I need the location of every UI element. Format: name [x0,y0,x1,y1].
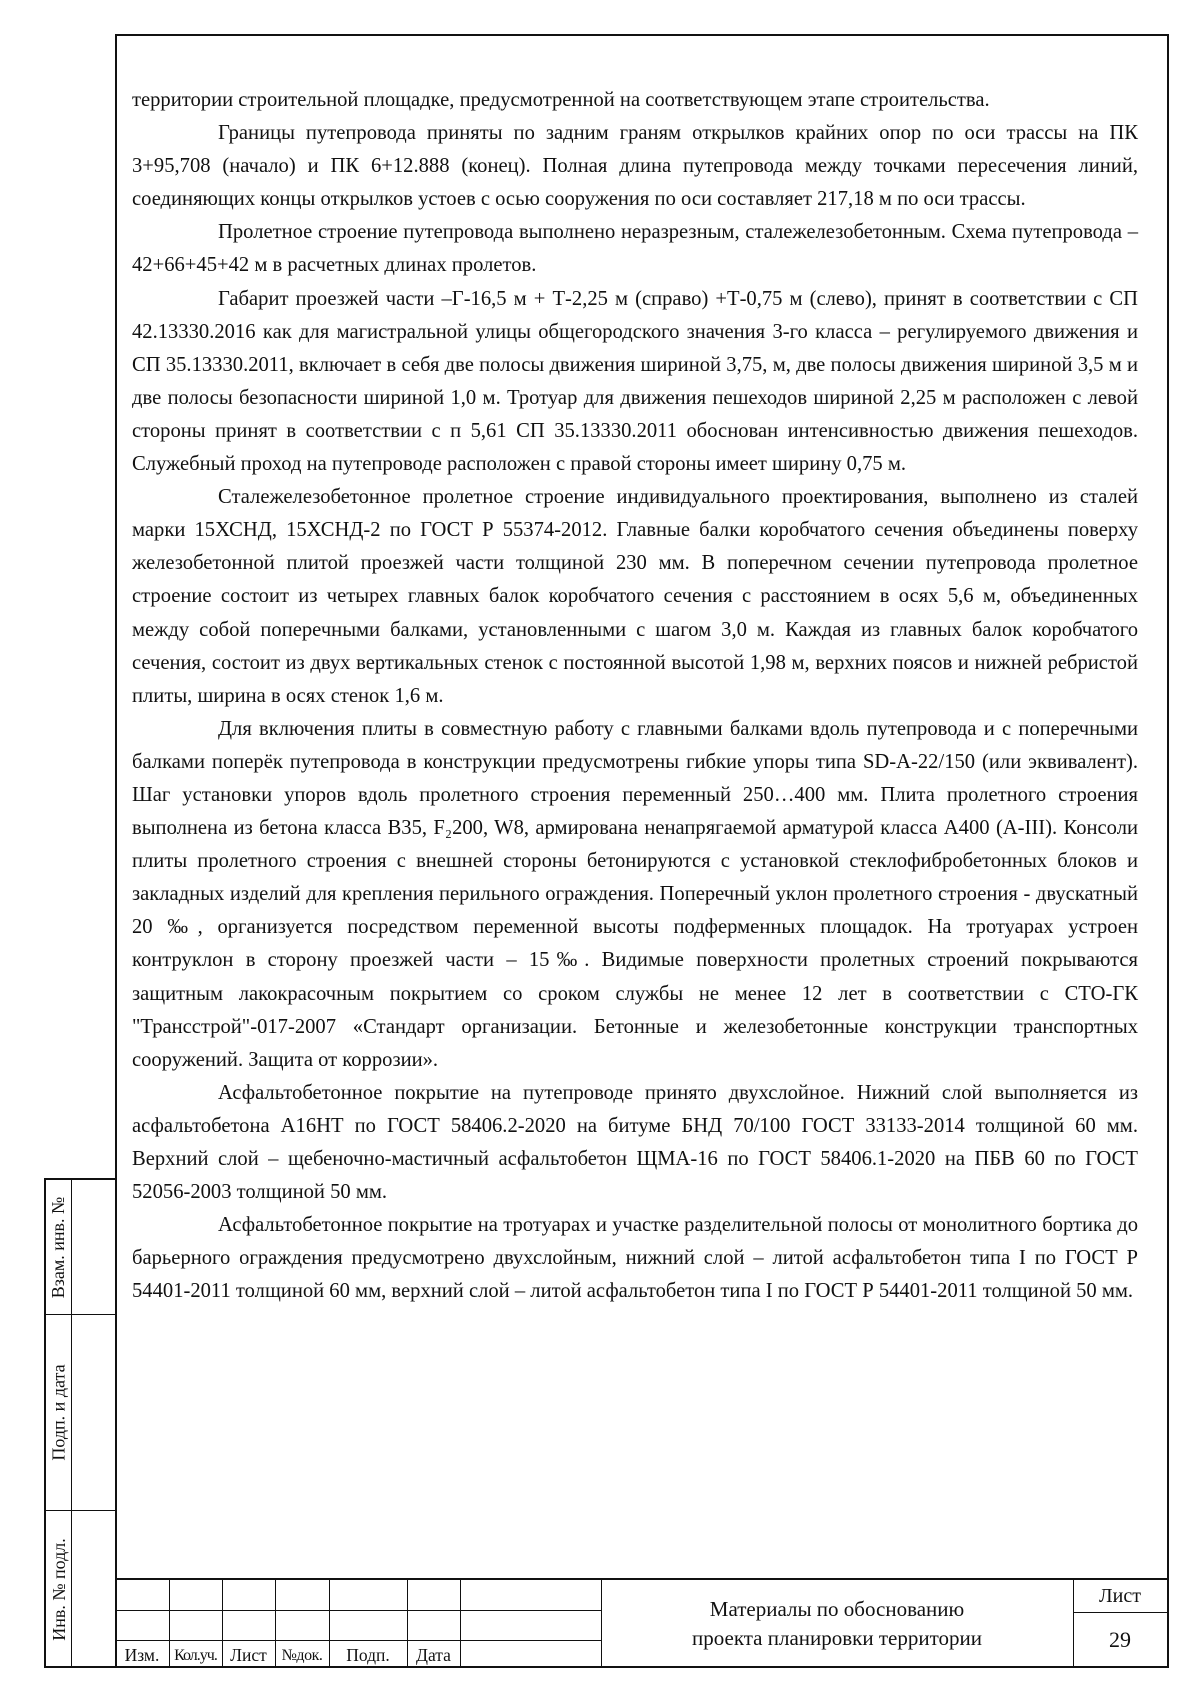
paragraph-8: Асфальтобетонное покрытие на тротуарах и участке разделительной полосы от монолитного бортика до барьерного ограждения предусмотрено двухслойным, нижний слой – литой асфальтобетон типа I по ГОСТ Р 54401-2011 толщиной 60 мм, верхний слой – литой асфальтобетон типа I по ГОСТ Р 54401-2011 толщиной 50 мм. [132,1214,1138,1303]
document-title [601,1580,1073,1668]
document-body [132,84,1138,1308]
tb-header-list: Лист [230,1645,267,1665]
tb-header-izm: Изм. [124,1645,160,1665]
paragraph-7: Асфальтобетонное покрытие на путепроводе принято двухслойное. Нижний слой выполняется из асфальтобетона А16НТ по ГОСТ 58406.2-2020 на битуме БНД 70/100 ГОСТ 33133-2014 толщиной 60 мм. Верхний слой – щебеночно-мастичный асфальтобетон ЩМА-16 по ГОСТ 58406.1-2020 на ПБВ 60 по ГОСТ 52056-2003 толщиной 50 мм. [132,1081,1138,1204]
paragraph-5: Сталежелезобетонное пролетное строение индивидуального проектирования, выполнено из сталей марки 15ХСНД, 15ХСНД-2 по ГОСТ Р 55374-2012. Главные балки коробчатого сечения объединены поверху железобетонной плитой проезжей части толщиной 230 мм. В поперечном сечении путепровода пролетное строение состоит из четырех главных балок коробчатого сечения с расстоянием в осях 5,6 м, объединенных между собой поперечными балками, установленными с шагом 3,0 м. Каждая из главных балок коробчатого сечения, состоит из двух вертикальных стенок с постоянной высотой 1,98 м, верхних поясов и нижней ребристой плиты, ширина в осях стенок 1,6 м. [132,486,1138,707]
side-stamp [44,1178,115,1668]
tb-header-podp: Подп. [346,1645,390,1665]
document-title-line-2: проекта планировки территории [692,1626,982,1650]
paragraph-4: Габарит проезжей части –Г-16,5 м + Т-2,25 м (справо) +Т-0,75 м (слево), принят в соответствии с СП 42.13330.2016 как для магистральной улицы общегородского значения 3-го класса – регулируемого движения и СП 35.13330.2011, включает в себя две полосы движения шириной 3,75, м, две полосы движения шириной 3,5 м и две полосы безопасности шириной 1,0 м. Тротуар для движения пешеходов шириной 2,25 м расположен с левой стороны принят в соответствии с п 5,61 СП 35.13330.2011 обоснован интенсивностью движения пешеходов. Служебный проход на путепроводе расположен с правой стороны имеет ширину 0,75 м. [132,287,1138,476]
document-title-line-1: Материалы по обоснованию [709,1597,965,1621]
side-label-inv-podl: Инв. № подл. [48,1537,69,1641]
title-block [115,1578,1169,1668]
sheet-number: 29 [1109,1627,1131,1652]
tb-header-data: Дата [416,1645,451,1665]
sheet-label: Лист [1099,1584,1141,1607]
paragraph-1: территории строительной площадке, предусмотренной на соответствующем этапе строительства. [132,89,990,111]
side-label-podp-data: Подп. и дата [48,1363,69,1461]
tb-header-ndok: №док. [281,1646,323,1664]
paragraph-6: Для включения плиты в совместную работу с главными балками вдоль путепровода и с поперечными балками поперёк путепровода в конструкции предусмотрены гибкие упоры типа SD-A-22/150 (или эквивалент). Шаг установки упоров вдоль пролетного строения переменный 250…400 мм. Плита пролетного строения выполнена из бетона класса В35, F₂200, W8, армирована ненапрягаемой арматурой класса А400 (А-III). Консоли плиты пролетного строения с внешней стороны бетонируются с установкой стеклофибробетонных блоков и закладных изделий для крепления перильного ограждения. Поперечный уклон пролетного строения - двускатный 20 ‰, организуется посредством переменной высоты подферменных площадок. На тротуарах устроен контруклон в сторону проезжей части – 15‰. Видимые поверхности пролетных строений покрываются защитным лакокрасочным покрытием со сроком службы не менее 12 лет в соответствии с СТО-ГК "Трансстрой"-017-2007 «Стандарт организации. Бетонные и железобетонные конструкции транспортных сооружений. Защита от коррозии». [132,717,1138,1071]
paragraph-3: Пролетное строение путепровода выполнено неразрезным, сталежелезобетонным. Схема путепровода – 42+66+45+42 м в расчетных длинах пролетов. [132,221,1138,277]
side-label-vzam-inv: Взам. инв. № [48,1196,69,1298]
paragraph-2: Границы путепровода приняты по задним граням открылков крайних опор по оси трассы на ПК 3+95,708 (начало) и ПК 6+12.888 (конец). Полная длина путепровода между точками пересечения линий, соединяющих концы открылков устоев с осью сооружения по оси составляет 217,18 м по оси трассы. [132,122,1138,211]
tb-header-koluch: Кол.уч. [174,1646,217,1664]
